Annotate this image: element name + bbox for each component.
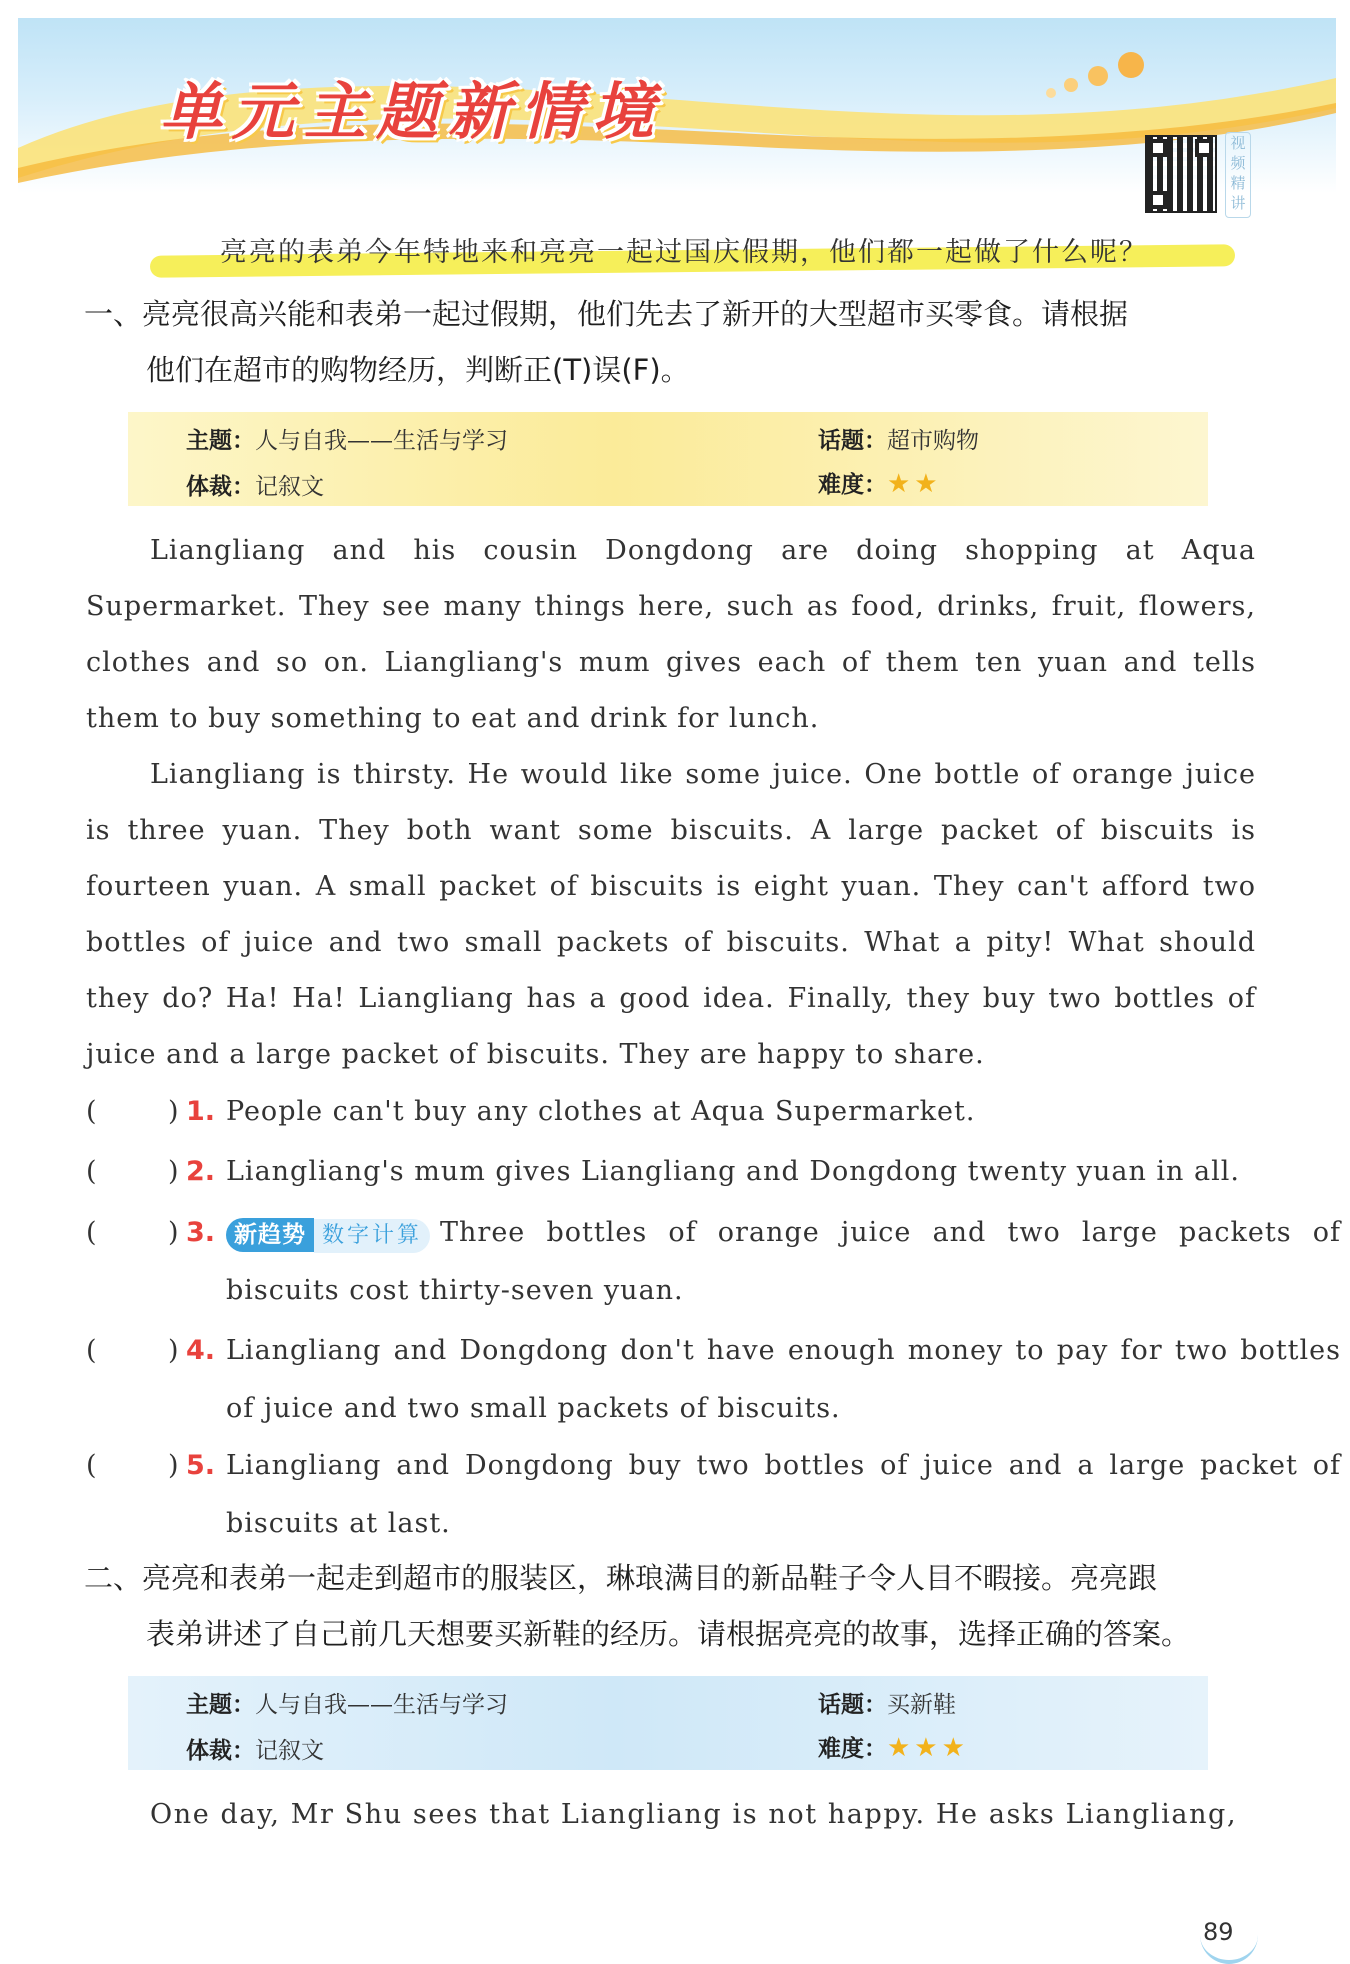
qr-finder-icon <box>1195 139 1213 157</box>
section1-heading-line1: 一、亮亮很高兴能和表弟一起过假期，他们先去了新开的大型超市买零食。请根据 <box>84 297 1129 331</box>
section1-heading-line2: 他们在超市的购物经历，判断正(T)误(F)。 <box>146 353 690 387</box>
section2-info-box <box>128 1676 1208 1770</box>
theme-key: 主题： <box>186 1692 255 1718</box>
question-text: Liangliang's mum gives Liangliang and Dongdong twenty yuan in all. <box>226 1156 1240 1187</box>
orange-dot-decoration <box>1118 52 1144 78</box>
section2-heading-line1: 二、亮亮和表弟一起走到超市的服装区，琳琅满目的新品鞋子令人目不暇接。亮亮跟 <box>84 1561 1158 1595</box>
theme-value: 人与自我——生活与学习 <box>255 428 508 454</box>
topic-key: 话题： <box>818 428 887 454</box>
passage-paragraph: One day, Mr Shu sees that Liangliang is not happy. He asks Liangliang, <box>150 1799 1238 1830</box>
page-number: 89 <box>1203 1918 1234 1946</box>
theme-key: 主题： <box>186 428 255 454</box>
qr-label: 视频精讲 <box>1225 132 1251 218</box>
intro-text: 亮亮的表弟今年特地来和亮亮一起过国庆假期，他们都一起做了什么呢？ <box>220 237 1148 268</box>
qr-finder-icon <box>1149 139 1167 157</box>
orange-dot-decoration <box>1064 78 1078 92</box>
answer-paren-close: ) <box>168 1335 179 1366</box>
answer-paren-close: ) <box>168 1096 179 1127</box>
answer-paren-open[interactable]: ( <box>86 1335 97 1366</box>
qr-code[interactable] <box>1145 135 1217 213</box>
answer-paren-open[interactable]: ( <box>86 1096 97 1127</box>
section1-passage <box>86 523 1256 1083</box>
question-text: People can't buy any clothes at Aqua Supermarket. <box>226 1096 976 1127</box>
difficulty-key: 难度： <box>818 472 887 498</box>
section2-heading <box>84 1550 1264 1662</box>
genre-value: 记叙文 <box>255 1738 324 1764</box>
orange-dot-decoration <box>1088 66 1108 86</box>
genre-value: 记叙文 <box>255 474 324 500</box>
trend-tag-subject: 数字计算 <box>314 1219 430 1253</box>
question-number: 2. <box>186 1156 216 1187</box>
difficulty-stars-icon: ★★ <box>887 469 942 499</box>
section2-heading-line2: 表弟讲述了自己前几天想要买新鞋的经历。请根据亮亮的故事，选择正确的答案。 <box>146 1617 1191 1651</box>
orange-dot-decoration <box>1046 88 1056 98</box>
question-number: 5. <box>186 1450 216 1481</box>
topic-value: 超市购物 <box>887 428 979 454</box>
intro-line <box>160 230 1240 274</box>
qr-finder-icon <box>1149 191 1167 209</box>
difficulty-stars-icon: ★★★ <box>887 1733 969 1763</box>
theme-value: 人与自我——生活与学习 <box>255 1692 508 1718</box>
genre-key: 体裁： <box>186 1738 255 1764</box>
section1-heading <box>84 286 1264 398</box>
question-number: 1. <box>186 1096 216 1127</box>
question-number: 4. <box>186 1335 216 1366</box>
difficulty-key: 难度： <box>818 1736 887 1762</box>
question-number: 3. <box>186 1217 216 1248</box>
answer-paren-open[interactable]: ( <box>86 1156 97 1187</box>
passage-paragraph: Liangliang and his cousin Dongdong are doing shopping at Aqua Supermarket. They see many things here, such as food, drinks, fruit, flowers, clothes and so on. Liangliang's mum gives each of them ten yuan and tells them to buy something to eat and drink for lunch. <box>86 535 1256 734</box>
topic-key: 话题： <box>818 1692 887 1718</box>
genre-key: 体裁： <box>186 474 255 500</box>
question-text: Liangliang and Dongdong buy two bottles of juice and a large packet of biscuits at last. <box>226 1450 1341 1539</box>
banner-title: 单元主题新情境 <box>160 75 665 148</box>
topic-value: 买新鞋 <box>887 1692 956 1718</box>
question-text: Three bottles of orange juice and two large packets of biscuits cost thirty-seven yuan. <box>226 1217 1341 1306</box>
section1-info-box <box>128 412 1208 506</box>
answer-paren-close: ) <box>168 1156 179 1187</box>
trend-tag <box>226 1217 430 1251</box>
answer-paren-open[interactable]: ( <box>86 1450 97 1481</box>
answer-paren-close: ) <box>168 1217 179 1248</box>
answer-paren-close: ) <box>168 1450 179 1481</box>
question-text: Liangliang and Dongdong don't have enough money to pay for two bottles of juice and two small packets of biscuits. <box>226 1335 1341 1424</box>
passage-paragraph: Liangliang is thirsty. He would like some juice. One bottle of orange juice is three yuan. They both want some biscuits. A large packet of biscuits is fourteen yuan. A small packet of biscuits is eight yuan. They can't afford two bottles of juice and two small packets of biscuits. What a pity! What should they do? Ha! Ha! Liangliang has a good idea. Finally, they buy two bottles of juice and a large packet of biscuits. They are happy to share. <box>86 759 1256 1070</box>
section2-passage <box>86 1787 1256 1843</box>
answer-paren-open[interactable]: ( <box>86 1217 97 1248</box>
trend-tag-label: 新趋势 <box>226 1218 314 1252</box>
question-text-wrapper <box>226 1204 1341 1320</box>
